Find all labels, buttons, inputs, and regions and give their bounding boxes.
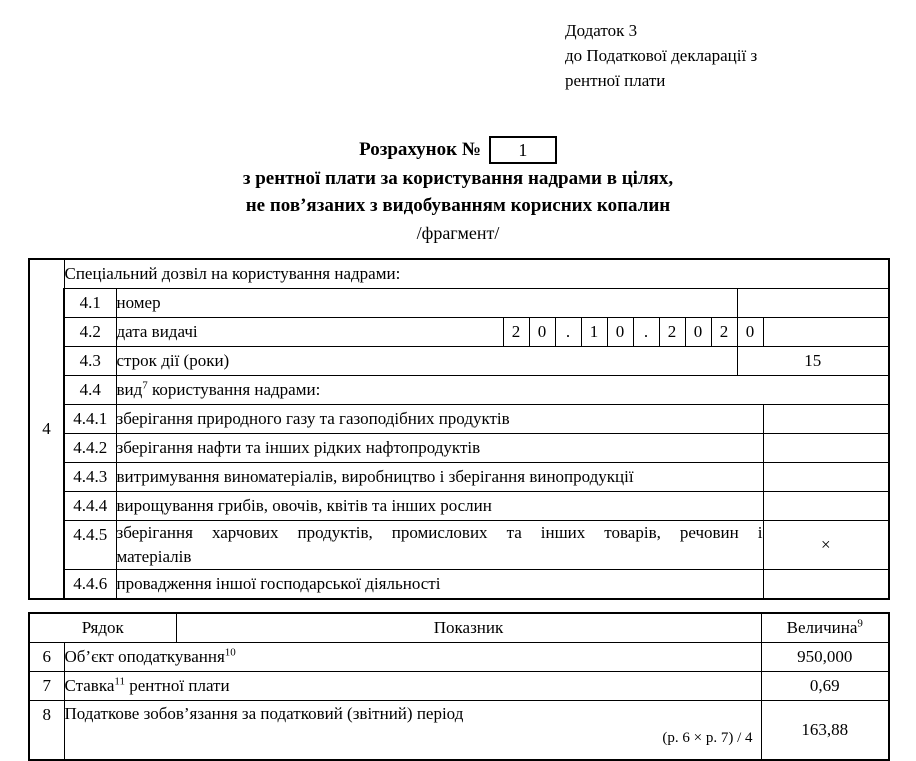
permit-subrow-number: 4.1 (64, 289, 116, 318)
permit-row-number: 4 (29, 259, 64, 599)
permit-term-label: строк дії (роки) (116, 347, 737, 376)
table-row (29, 701, 889, 761)
usage-type-number: 4.4.5 (64, 521, 116, 570)
calculation-title-row (0, 136, 916, 164)
date-digit-cell[interactable]: 2 (503, 318, 529, 347)
footnote-marker-9: 9 (857, 617, 863, 630)
indicator-value[interactable]: 0,69 (761, 672, 889, 701)
date-digit-cell[interactable]: 0 (529, 318, 555, 347)
usage-type-number: 4.4.3 (64, 463, 116, 492)
table-row (29, 643, 889, 672)
footnote-marker-10: 10 (224, 646, 236, 659)
indicator-value[interactable]: 950,000 (761, 643, 889, 672)
indicator-label-tail: рентної плати (124, 676, 230, 695)
usage-type-number: 4.4.1 (64, 405, 116, 434)
table-row (29, 570, 889, 600)
date-digit-cell[interactable]: 0 (685, 318, 711, 347)
permit-subrow-number: 4.4 (64, 376, 116, 405)
permit-section-title: Спеціальний дозвіл на користування надрами: (64, 259, 889, 289)
table-header-row (29, 613, 889, 643)
usage-type-label: зберігання нафти та інших рідких нафтопродуктів (116, 434, 763, 463)
header-line-1: Додаток 3 (565, 21, 638, 40)
indicator-formula: (р. 6 × р. 7) / 4 (662, 730, 753, 746)
usage-type-checkbox[interactable]: × (763, 521, 889, 570)
usage-type-label (116, 521, 763, 570)
usage-type-label: зберігання природного газу та газоподібних продуктів (116, 405, 763, 434)
indicator-label-text: Ставка (64, 676, 115, 695)
footnote-marker-7: 7 (142, 379, 148, 392)
header-line-2: до Податкової декларації з (565, 46, 758, 65)
usage-type-number: 4.4.6 (64, 570, 116, 600)
table-row (29, 376, 889, 405)
usage-type-checkbox[interactable] (763, 434, 889, 463)
usage-type-label-line-1: зберігання харчових продуктів, промислових та інших товарів, речовин і (116, 523, 763, 542)
table-row (29, 434, 889, 463)
permit-number-label: номер (116, 289, 737, 318)
title-fragment-note: /фрагмент/ (416, 223, 500, 243)
indicator-label-text: Об’єкт оподаткування (64, 647, 225, 666)
usage-type-label: вирощування грибів, овочів, квітів та інших рослин (116, 492, 763, 521)
table-row (29, 405, 889, 434)
usage-type-label-line-2: матеріалів (116, 547, 192, 566)
table-row (29, 492, 889, 521)
usage-type-checkbox[interactable] (763, 492, 889, 521)
usage-type-label: витримування виноматеріалів, виробництво і зберігання винопродукції (116, 463, 763, 492)
table-row (29, 347, 889, 376)
permit-term-value[interactable]: 15 (737, 347, 889, 376)
title-block (0, 136, 916, 246)
indicator-label (64, 672, 761, 701)
header-line-3: рентної плати (565, 71, 666, 90)
indicator-label-text: Податкове зобов’язання за податковий (звітний) період (64, 704, 464, 723)
usage-kind-text-tail: користування надрами: (147, 380, 321, 399)
date-digit-cell[interactable]: 0 (607, 318, 633, 347)
indicator-label (64, 701, 761, 761)
date-digit-cell[interactable]: 1 (581, 318, 607, 347)
title-subject-line-2: не пов’язаних з видобуванням корисних копалин (245, 195, 671, 216)
table-row (29, 259, 889, 289)
usage-kind-text: вид (116, 380, 143, 399)
usage-type-checkbox[interactable] (763, 463, 889, 492)
permit-issue-date-label: дата видачі (116, 318, 503, 347)
usage-type-number: 4.4.4 (64, 492, 116, 521)
indicator-label (64, 643, 761, 672)
table-row (29, 289, 889, 318)
permit-subrow-number: 4.3 (64, 347, 116, 376)
header-indicator: Показник (176, 613, 761, 643)
indicator-value[interactable]: 163,88 (761, 701, 889, 761)
usage-type-checkbox[interactable] (763, 570, 889, 600)
date-digit-cell[interactable]: 0 (737, 318, 763, 347)
header-value-text: Величина (786, 618, 858, 637)
document-header (565, 18, 757, 93)
title-subject-line-1: з рентної плати за користування надрами в цілях, (242, 168, 674, 189)
usage-type-checkbox[interactable] (763, 405, 889, 434)
table-row (29, 463, 889, 492)
usage-type-number: 4.4.2 (64, 434, 116, 463)
indicator-row-number: 7 (29, 672, 64, 701)
permit-subrow-number: 4.2 (64, 318, 116, 347)
usage-type-label: провадження іншої господарської діяльності (116, 570, 763, 600)
date-digit-cell[interactable]: 2 (711, 318, 737, 347)
indicator-row-number: 8 (29, 701, 64, 761)
permit-usage-kind-label (116, 376, 889, 405)
permit-table (28, 258, 890, 600)
footnote-marker-11: 11 (114, 675, 125, 688)
indicators-table (28, 612, 890, 761)
permit-number-value[interactable] (737, 289, 889, 318)
table-row (29, 318, 889, 347)
header-row-number: Рядок (29, 613, 176, 643)
calculation-number-box[interactable]: 1 (489, 136, 557, 164)
date-separator-cell: . (633, 318, 659, 347)
header-value (761, 613, 889, 643)
indicator-row-number: 6 (29, 643, 64, 672)
table-row (29, 672, 889, 701)
date-digit-cell[interactable] (763, 318, 889, 347)
date-digit-cell[interactable]: 2 (659, 318, 685, 347)
date-separator-cell: . (555, 318, 581, 347)
calculation-label: Розрахунок № (359, 139, 481, 160)
